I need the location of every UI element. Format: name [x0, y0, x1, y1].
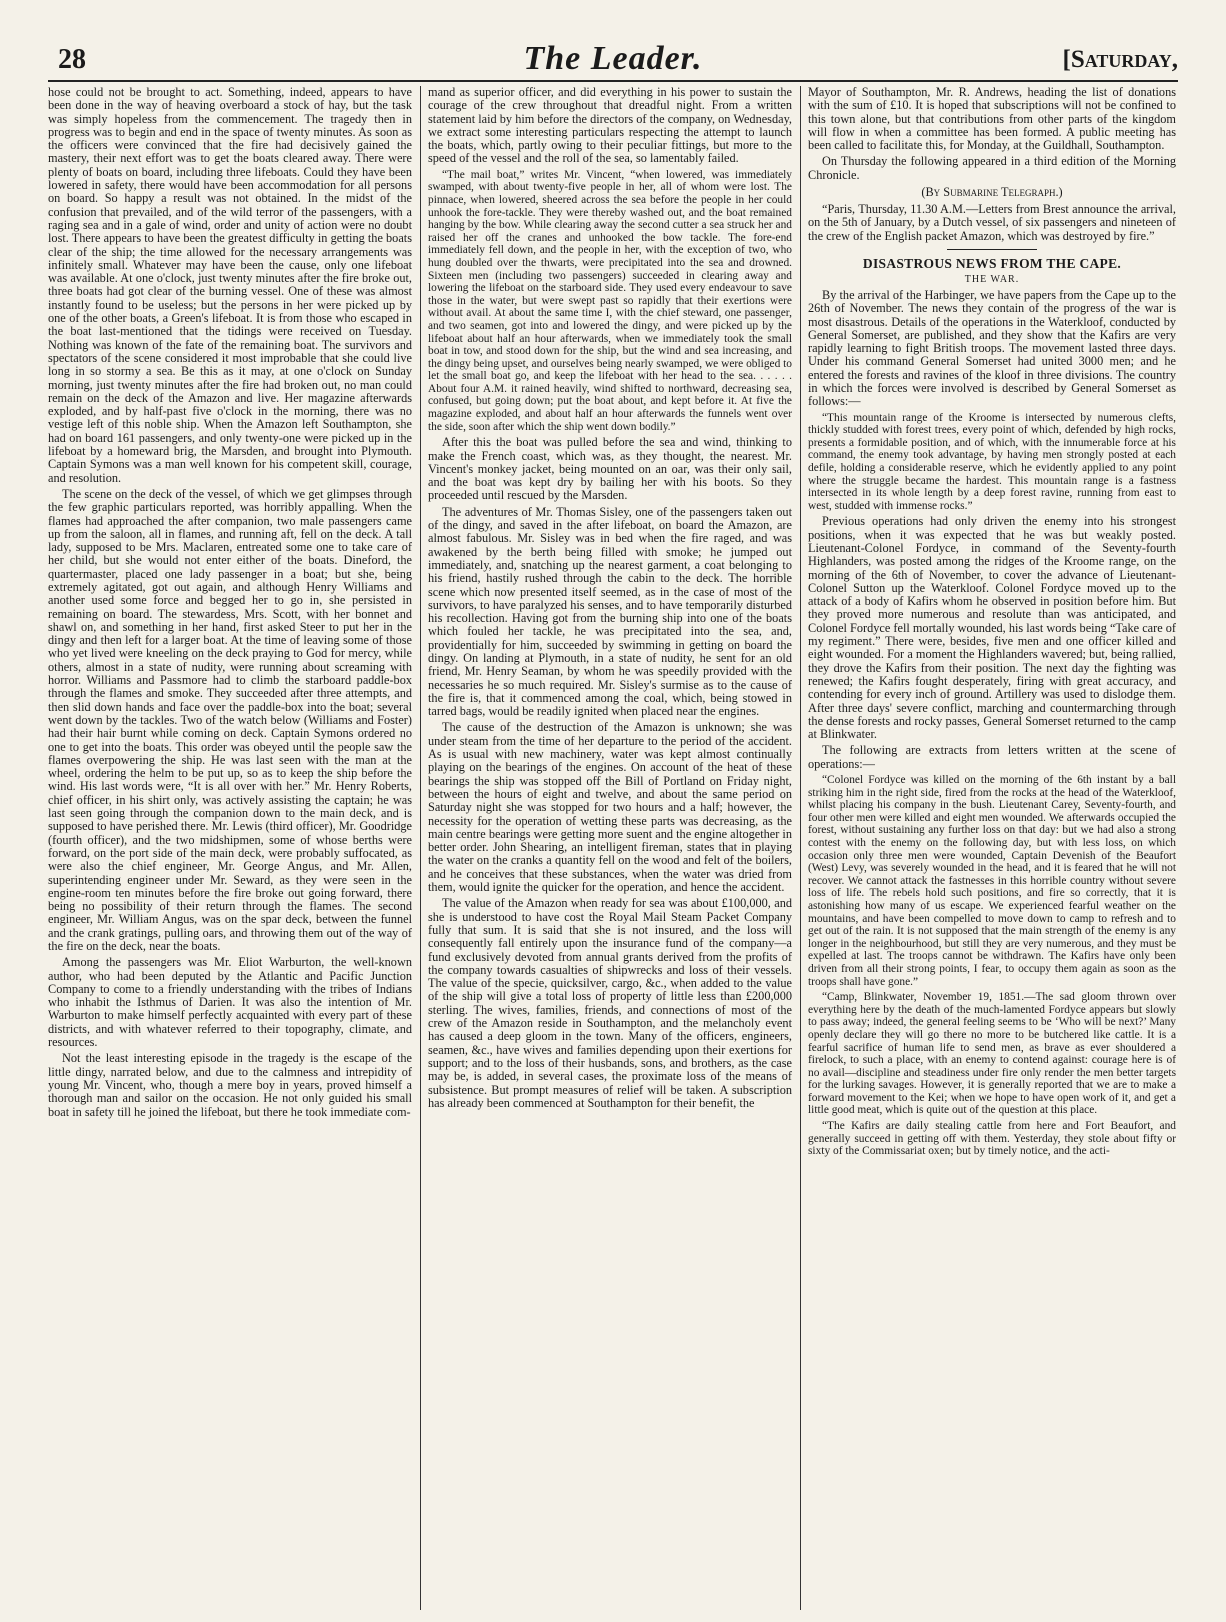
masthead: The Leader. [523, 40, 703, 77]
article-columns [48, 86, 1178, 1610]
section-subtitle: THE WAR. [964, 273, 1020, 285]
paragraph: By the arrival of the Harbinger, we have papers from the Cape up to the 26th of November. The news they contain of the progress of the war is most disastrous. Details of the operations in the Waterkloof, conducted by General Somerset, are published, and they show that the Kafirs are very rapidly learning to fight British troops. The movement lasted three days. Under his command General Somerset had united 3000 men; and he entered the forests and ravines of the kloof in three divisions. The country in which the forces were involved is described by General Somerset as follows:— [808, 287, 1176, 409]
issue-day: [Saturday, [1062, 46, 1178, 73]
paragraph: On Thursday the following appeared in a third edition of the Morning Chronicle. [808, 154, 1176, 182]
paragraph: The cause of the destruction of the Amazon is unknown; she was under steam from the time of her departure to the period of the accident. As is usual with new machinery, water was kept almost continually playing on the bearings of the engines. On account of the heat of these bearings the ship was stopped off the Bill of Portland on Friday night, between the hours of eight and twelve, and about the same period on Saturday night she was stopped for two hours and a half; however, the necessity for the operation of wetting these parts was decreasing, as the main centre bearings were getting more suent and the engine altogether in better order. John Shearing, an intelligent fireman, states that in playing the water on the cranks a quantity fell on the wood and felt of the boilers, and he conceives that these substances, when the water was dried from them, would ignite the quicker for the operation, and hence the accident. [428, 720, 792, 895]
section-divider [947, 249, 1037, 250]
paragraph: The scene on the deck of the vessel, of which we get glimpses through the few graphic particulars reported, was horribly appalling. When the flames had approached the after companion, two male passengers came up from the saloon, all in flames, and running aft, fell on the deck. A tall lady, supposed to be Mrs. Maclaren, entreated some one to take care of her child, but she would not enter either of the boats. Dineford, the quartermaster, placed one lady passenger in a boat; but she, being extremely agitated, got out again, and although Henry Williams and another used some force and begged her to go in, she persisted in remaining on board. The stewardess, Mrs. Scott, with her bonnet and shawl on, and something in her hand, first asked Steer to put her in the dingy and then left for a larger boat. At the time of leaving some of those who yet lived were kneeling on the deck praying to God for mercy, while others, almost in a state of nudity, were running about screaming with horror. Williams and Passmore had to climb the starboard paddle-box through the flames and smoke. They succeeded after three attempts, and then slid down hands and face over the paddle-box into the boat; several went down by the tackles. Two of the watch below (Williams and Foster) had their hair burnt while coming on deck. Captain Symons ordered no one to get into the boats. This order was obeyed until the people saw the flames overpowering the ship. He was last seen with the man at the wheel, ordering the helm to be put up, so as to keep the ship before the wind. His last words were, “It is all over with her.” Mr. Henry Roberts, chief officer, in his shirt only, was actively assisting the captain; he was last seen going through the companion down to the main deck, and is supposed to have perished there. Mr. Lewis (third officer), Mr. Goodridge (fourth officer), and the two midshipmen, some of whose berths were forward, on the port side of the main deck, were probably suffocated, as were also the chief engineer, Mr. George Angus, and Mr. Allen, superintending engineer under Mr. Seward, as they were seen in the engine-room ten minutes before the fire broke out going forward, there being no possibility of their return through the flames. The second engineer, Mr. William Angus, was on the spar deck, between the funnel and the crank gratings, pulling oars, and throwing them out of the way of the fire on the deck, near the boats. [48, 486, 412, 953]
page-header [48, 40, 1178, 82]
quoted-statement: “The mail boat,” writes Mr. Vincent, “when lowered, was immediately swamped, with about twenty-five people in her, all of whom were lost. The pinnace, when lowered, sheered across the sea before the people in her could unhook the fore-tackle. They were thereby washed out, and the boat remained hanging by the bow. While clearing away the second cutter a sea struck her and raised her off the cranes and unhooked the bow tackle. The fore-end immediately fell down, and the people in her, with the exception of two, who hung doubled over the thwarts, were precipitated into the sea and drowned. Sixteen men (including two passengers) succeeded in clearing away and lowering the lifeboat on the starboard side. They used every endeavour to save those in the water, but were swept past so rapidly that their exertions were without avail. At about the same time I, with the chief steward, one passenger, and two seamen, got into and lowered the dingy, and were picked up by the lifeboat about half an hour afterwards, when we immediately took the small boat in tow, and stood down for the ship, but the wind and sea increasing, and the dingy being upset, and ourselves being nearly swamped, we were obliged to let the small boat go, and keep the lifeboat with her head to the sea. . . . . . About four A.M. it rained heavily, wind shifted to northward, decreasing sea, confused, but going down; put the boat about, and kept before it. At five the magazine exploded, and about half an hour afterwards the funnels went over the side, soon after which the ship went down bodily.” [428, 168, 792, 433]
column-2 [428, 86, 792, 1610]
quoted-description: “This mountain range of the Kroome is intersected by numerous clefts, thickly studded with forest trees, every point of which, defended by high rocks, presents a formidable position, and of which, with the innumerable force at his command, the enemy took advantage, by having men strongly posted at each defile, holding a considerable reserve, which he evidently applied to any point where the struggle became the hardest. This mountain range is a fastness intersected in its whole length by a deep forest ravine, running from east to west, studded with immense rocks.” [808, 411, 1176, 512]
section-title: DISASTROUS NEWS FROM THE CAPE. [862, 255, 1122, 271]
column-3 [808, 86, 1176, 1610]
paragraph: After this the boat was pulled before the sea and wind, thinking to make the French coast, which was, as they thought, the nearest. Mr. Vincent's monkey jacket, being mounted on an oar, was their only sail, and the boat was kept dry by bailing her with his boots. So they proceeded until rescued by the Marsden. [428, 435, 792, 503]
telegraph-dispatch: “Paris, Thursday, 11.30 A.M.—Letters from Brest announce the arrival, on the 5th of January, by a Dutch vessel, of six passengers and nineteen of the crew of the English packet Amazon, which was destroyed by fire.” [808, 202, 1176, 243]
column-rule [800, 86, 801, 1610]
letter-extract: “The Kafirs are daily stealing cattle from here and Fort Beaufort, and generally succeed in getting off with them. Yesterday, they stole about fifty or sixty of the Commissariat oxen; but by timely notice, and the acti- [808, 1120, 1176, 1158]
letter-extract: “Colonel Fordyce was killed on the morning of the 6th instant by a ball striking him in the right side, fired from the rocks at the head of the Waterkloof, whilst placing his company in the bush. Lieutenant Carey, Seventy-fourth, and four other men were killed and eight men wounded. We afterwards occupied the forest, without sustaining any further loss on that day: but we had also a strong contest with the enemy on the following day, but with less loss, on which occasion only three men were wounded, Captain Devenish of the Beaufort (West) Levy, was severely wounded in the head, and it is feared that he will not recover. We cannot attack the fastnesses in this horrible country without severe loss of life. The rebels hold such positions, and fire so correctly, that it is astonishing how many of us escape. We experienced fearful weather on the mountains, and have been compelled to move down to camp to refresh and to get out of the rain. It is not supposed that the main strength of the enemy is any longer in the neighbourhood, but still they are very numerous, and they must be expelled at last. The troops cannot be withdrawn. The Kafirs have only been driven from all their strong points, I fear, to occupy them again as soon as the troops shall have gone.” [808, 774, 1176, 988]
paragraph: The adventures of Mr. Thomas Sisley, one of the passengers taken out of the dingy, and saved in the after lifeboat, on board the Amazon, are almost fabulous. Mr. Sisley was in bed when the fire raged, and was awakened by the berth being filled with smoke; he jumped out immediately, and, snatching up the nearest garment, a coat belonging to his friend, hastily rushed through the cabin to the deck. The horrible scene which now presented itself seemed, as in the case of most of the survivors, to have paralyzed his senses, and to have temporarily disturbed his recollection. Having got from the burning ship into one of the boats which fouled her tackle, he was precipitated into the sea, and, providentially for him, succeeded by swimming in getting on board the dingy. On landing at Plymouth, in a state of nudity, he sent for an old friend, Mr. Henry Seaman, by whom he was speedily provided with the necessaries he so much required. Mr. Sisley's surmise as to the cause of the fire is, that it commenced among the coal, which, being stowed in tarred bags, would be readily ignited when placed near the engines. [428, 504, 792, 719]
column-1 [48, 86, 412, 1610]
paragraph: The following are extracts from letters written at the scene of operations:— [808, 743, 1176, 771]
telegraph-byline: (By Submarine Telegraph.) [921, 185, 1063, 200]
paragraph: Previous operations had only driven the enemy into his strongest positions, when it was expected that he was but weakly posted. Lieutenant-Colonel Fordyce, in command of the Seventy-fourth Highlanders, was posted among the ridges of the Kroome range, on the morning of the 6th of November, to cover the advance of Lieutenant-Colonel Sutton up the Waterkloof. Colonel Fordyce moved up to the attack of a body of Kafirs whom he observed in position before him. But they proved more numerous and resolute than was anticipated, and Colonel Fordyce fell mortally wounded, his last words being “Take care of my regiment.” There were, besides, five men and one officer killed and eight wounded. For a moment the Highlanders wavered; but, being rallied, they drove the Kafirs from their position. The next day the fighting was renewed; the Kafirs fought desperately, firing with great accuracy, and contending for every inch of ground. Artillery was used to dislodge them. After three days' severe conflict, marching and countermarching through the dense forests and rocky passes, General Somerset returned to the camp at Blinkwater. [808, 514, 1176, 742]
paragraph: Mayor of Southampton, Mr. R. Andrews, heading the list of donations with the sum of £10. It is hoped that subscriptions will not be confined to this town alone, but that contributions from other parts of the kingdom will flow in when a committee has been formed. A public meeting has been called to facilitate this, for Monday, at the Guildhall, Southampton. [808, 86, 1176, 153]
column-rule [420, 86, 421, 1610]
paragraph: The value of the Amazon when ready for sea was about £100,000, and she is understood to have cost the Royal Mail Steam Packet Company fully that sum. It is said that she is not insured, and the loss will consequently fall entirely upon the insurance fund of the company—a fund exclusively devoted from annual grants derived from the profits of the company towards casualties of shipwrecks and loss of their vessels. The value of the specie, quicksilver, cargo, &c., when added to the value of the ship will give a total loss of property of little less than £200,000 sterling. The wives, families, friends, and connections of most of the crew of the Amazon reside in Southampton, and the melancholy event has caused a deep gloom in the town. Many of the officers, engineers, seamen, &c., have wives and families depending upon their exertions for support; and to the loss of their husbands, sons, and brothers, as the case may be, is added, in several cases, the proximate loss of the means of subsistence. But prompt measures of relief will be taken. A subscription has already been commenced at Southampton for their benefit, the [428, 896, 792, 1110]
paragraph: mand as superior officer, and did everything in his power to sustain the courage of the crew throughout that dreadful night. From a written statement laid by him before the directors of the company, on Wednesday, we extract some interesting particulars respecting the attempt to launch the boats, which, partly owing to their peculiar fittings, but more to the speed of the vessel and the roll of the sea, so lamentably failed. [428, 86, 792, 166]
page-number: 28 [58, 44, 86, 75]
paragraph: Among the passengers was Mr. Eliot Warburton, the well-known author, who had been deputed by the Atlantic and Pacific Junction Company to come to a friendly understanding with the tribes of Indians who inhabit the Isthmus of Darien. It was also the intention of Mr. Warburton to make himself perfectly acquainted with every part of these districts, and with whatever referred to their topography, climate, and resources. [48, 955, 412, 1050]
paragraph: hose could not be brought to act. Something, indeed, appears to have been done in the way of heaving overboard a stock of hay, but the task was simply hopeless from the commencement. The tragedy then in progress was to begin and end in the space of twenty minutes. As soon as the officers were convinced that the fire had decisively gained the mastery, their next effort was to get the boats cleared away. There were plenty of boats on board, including three lifeboats. Could they have been lowered in safety, there would have been accommodation for all persons on board. So happy a result was not obtained. In the midst of the confusion that prevailed, and of the wild terror of the passengers, with a raging sea and in a gale of wind, order and unity of action were no doubt lost. There appears to have been the greatest difficulty in getting the boats clear of the ship; the time allowed for the necessary arrangements was infinitely small. Whatever may have been the cause, only one lifeboat was available. At one o'clock, just twenty minutes after the fire broke out, three boats had got clear of the burning vessel. One of these was almost instantly found to be useless; but the persons in her were picked up by one of the other boats, a Green's lifeboat. It is from those who escaped in the boat last-mentioned that the tidings were received on Tuesday. Nothing was known of the fate of the remaining boat. The survivors and spectators of the scene considered it most improbable that she could live long in so stormy a sea. Be this as it may, at one o'clock on Sunday morning, just twenty minutes after the fire had broken out, no man could remain on the deck of the Amazon and live. Her magazine afterwards exploded, and by half-past five o'clock in the morning, there was no vestige left of this noble ship. When the Amazon left Southampton, she had on board 161 passengers, and only twenty-one were picked up in the lifeboat by a homeward brig, the Marsden, and brought into Plymouth. Captain Symons was a man well known for his competent skill, courage, and resolution. [48, 86, 412, 485]
letter-extract: “Camp, Blinkwater, November 19, 1851.—The sad gloom thrown over everything here by the death of the much-lamented Fordyce appears but slowly to pass away; indeed, the general feeling seems to be ‘Who will be next?’ Many openly declare they will go there no more to be butchered like cattle. It is a fearful sacrifice of human life to send men, as brave as ever shouldered a firelock, to such a place, with an enemy to contend against: courage here is of no avail—discipline and steadiness under fire only render the men better targets for the lurking savages. However, it is generally reported that we are to make a forward movement to the Kei; when we hope to have open work of it, and get a little good meat, which is quite out of the question at this place. [808, 991, 1176, 1117]
paragraph: Not the least interesting episode in the tragedy is the escape of the little dingy, narrated below, and due to the calmness and intrepidity of young Mr. Vincent, who, though a mere boy in years, proved himself a thorough man and sailor on the occasion. He not only guided his small boat in safety till he joined the lifeboat, but there he took immediate com- [48, 1051, 412, 1119]
